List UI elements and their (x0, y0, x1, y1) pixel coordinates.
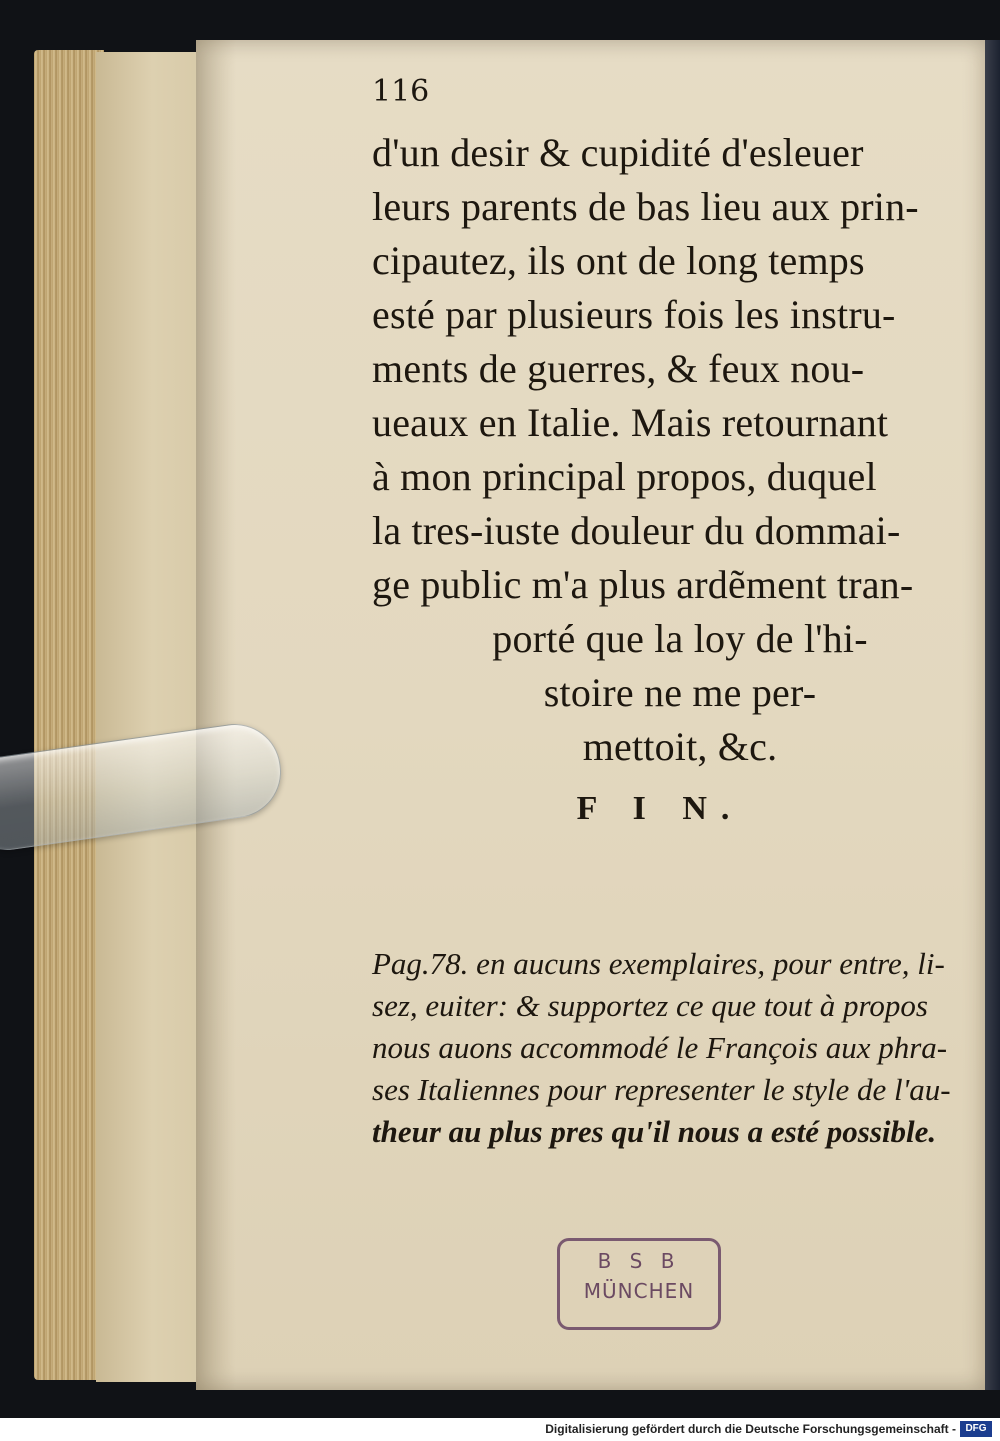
errata-line-4: ses Italiennes pour representer le style de l'au- (372, 1072, 951, 1107)
dfg-logo: DFG (960, 1421, 992, 1437)
page-number: 116 (372, 74, 430, 109)
text-line-1: d'un desir & cupidité d'esleuer (372, 130, 864, 175)
errata-line-5: theur au plus pres qu'il nous a esté possible. (372, 1114, 937, 1149)
closing-line-2: stoire ne me per- (543, 670, 817, 715)
text-line-8: la tres-iuste douleur du dommai- (372, 508, 901, 553)
book-page-edges (34, 50, 104, 1380)
errata-line-1: Pag.78. en aucuns exemplaires, pour entre, li- (372, 946, 945, 981)
text-line-9: ge public m'a plus ardẽment tran- (372, 562, 914, 607)
fin-heading: F I N. (576, 790, 744, 827)
text-line-4: esté par plusieurs fois les instru- (372, 292, 896, 337)
page-right-edge (985, 40, 1000, 1390)
text-line-7: à mon principal propos, duquel (372, 454, 877, 499)
text-line-5: ments de guerres, & feux nou- (372, 346, 865, 391)
text-line-2: leurs parents de bas lieu aux prin- (372, 184, 919, 229)
page-fold-shadow (196, 40, 236, 1390)
closing-line-1: porté que la loy de l'hi- (492, 616, 868, 661)
closing-line-3: mettoit, &c. (582, 724, 778, 769)
stamp-line-1: B S B (597, 1249, 681, 1273)
text-line-6: ueaux en Italie. Mais retournant (372, 400, 889, 445)
errata-line-3: nous auons accommodé le François aux phra- (372, 1030, 948, 1065)
errata-line-2: sez, euiter: & supportez ce que tout à propos (372, 988, 928, 1023)
stamp-line-2: MÜNCHEN (583, 1279, 695, 1303)
footer-text: Digitalisierung gefördert durch die Deutsche Forschungsgemeinschaft - (545, 1422, 956, 1436)
digitization-footer (0, 1418, 1000, 1441)
text-line-3: cipautez, ils ont de long temps (372, 238, 865, 283)
library-stamp (557, 1238, 721, 1330)
